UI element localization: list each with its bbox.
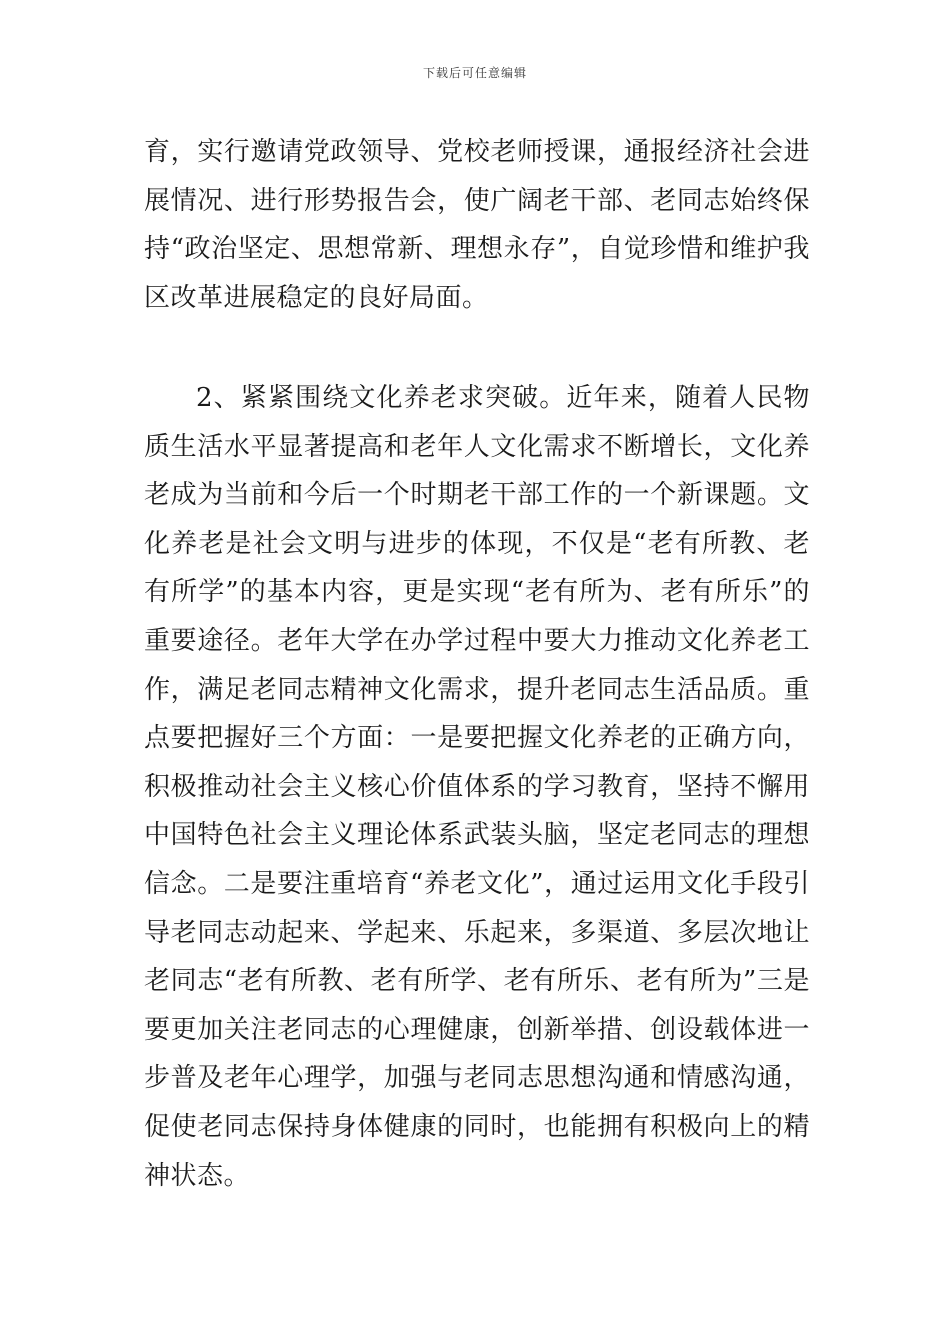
header-note: 下载后可任意编辑	[422, 66, 527, 80]
paragraph-1: 育，实行邀请党政领导、党校老师授课，通报经济社会进展情况、进行形势报告会，使广阔老干部、老同志始终保持“政治坚定、思想常新、理想永存”，自觉珍惜和维护我区改革进展稳定的良好局面。	[144, 137, 810, 313]
paragraph-2: 2、紧紧围绕文化养老求突破。近年来，随着人民物质生活水平显著提高和老年人文化需求不断增长，文化养老成为当前和今后一个时期老干部工作的一个新课题。文化养老是社会文明与进步的体现，不仅是“老有所教、老有所学”的基本内容，更是实现“老有所为、老有所乐”的重要途径。老年大学在办学过程中要大力推动文化养老工作，满足老同志精神文化需求，提升老同志生活品质。重点要把握好三个方面：一是要把握文化养老的正确方向，积极推动社会主义核心价值体系的学习教育，坚持不懈用中国特色社会主义理论体系武装头脑，坚定老同志的理想信念。二是要注重培育“养老文化”，通过运用文化手段引导老同志动起来、学起来、乐起来，多渠道、多层次地让老同志“老有所教、老有所学、老有所乐、老有所为”三是要更加关注老同志的心理健康，创新举措、创设载体进一步普及老年心理学，加强与老同志思想沟通和情感沟通，促使老同志保持身体健康的同时，也能拥有积极向上的精神状态。	[144, 383, 810, 1191]
